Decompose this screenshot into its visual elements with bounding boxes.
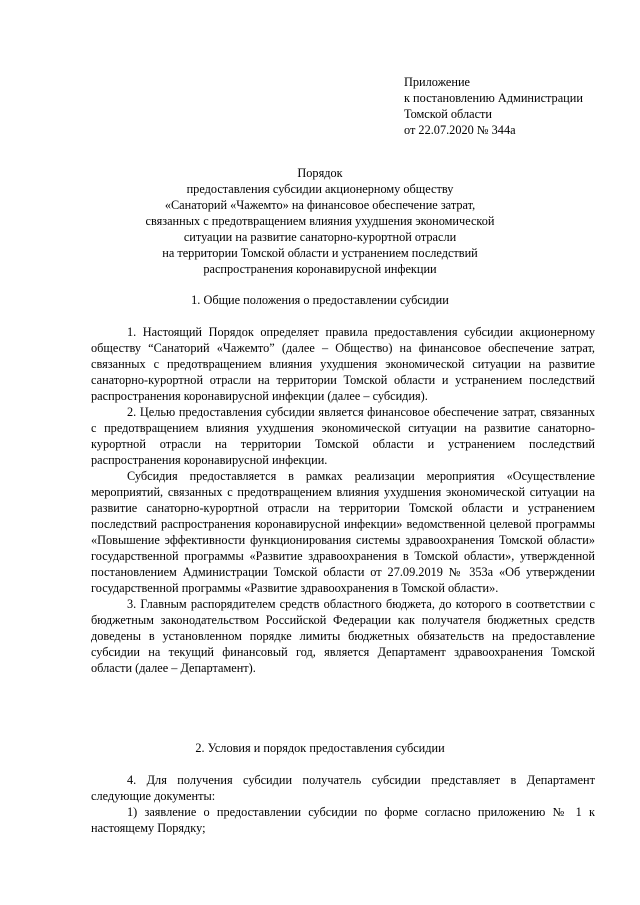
paragraph: 1) заявление о предоставлении субсидии по форме согласно приложению № 1 к настоящему Порядку;: [91, 805, 595, 835]
appendix-line: Томской области: [404, 107, 492, 121]
appendix-block: [404, 74, 583, 138]
title-heading: Порядок: [297, 166, 343, 180]
title-line: «Санаторий «Чажемто» на финансовое обеспечение затрат,: [164, 198, 476, 212]
title-line: ситуации на развитие санаторно-курортной отрасли: [183, 230, 457, 244]
paragraph: Субсидия предоставляется в рамках реализации мероприятия «Осуществление мероприятий, связанных с предотвращением влияния ухудшения экономической ситуации на развитие санаторно-курортной отрасли на территории Томской области и устранением последствий распространения коронавирусной инфекции» ведомственной целевой программы «Повышение эффективности функционирования системы здравоохранения Томской области» государственной программы «Развитие здравоохранения в Томской области», утвержденной постановлением Администрации Томской области от 27.09.2019 № 353а «Об утверждении государственной программы «Развитие здравоохранения в Томской области».: [91, 469, 595, 595]
section-2-body: [91, 772, 595, 836]
title-line: на территории Томской области и устранением последствий: [162, 246, 478, 260]
paragraph: 3. Главным распорядителем средств областного бюджета, до которого в соответствии с бюджетным законодательством Российской Федерации как получателя бюджетных средств доведены в установленном порядке лимиты бюджетных обязательств на предоставление субсидии на текущий финансовый год, является Департамент здравоохранения Томской области (далее – Департамент).: [91, 597, 595, 675]
section-2-heading: 2. Условия и порядок предоставления субсидии: [195, 741, 445, 755]
section-1-heading: 1. Общие положения о предоставлении субсидии: [191, 293, 449, 307]
paragraph: 4. Для получения субсидии получатель субсидии представляет в Департамент следующие документы:: [91, 773, 595, 803]
section-1-body: [91, 324, 595, 676]
paragraph: 1. Настоящий Порядок определяет правила предоставления субсидии акционерному обществу “Санаторий «Чажемто” (далее – Общество) на финансовое обеспечение затрат, связанных с предотвращением влияния ухудшения экономической ситуации на развитие санаторно-курортной отрасли на территории Томской области и устранением последствий распространения коронавирусной инфекции (далее – субсидия).: [91, 325, 595, 403]
appendix-line: от 22.07.2020 № 344а: [404, 123, 516, 137]
document-title: [90, 165, 550, 277]
appendix-line: Приложение: [404, 75, 470, 89]
appendix-line: к постановлению Администрации: [404, 91, 583, 105]
title-line: связанных с предотвращением влияния ухудшения экономической: [145, 214, 495, 228]
title-line: распространения коронавирусной инфекции: [203, 262, 437, 276]
paragraph: 2. Целью предоставления субсидии является финансовое обеспечение затрат, связанных с предотвращением влияния ухудшения экономической ситуации на развитие санаторно-курортной отрасли на территории Томской области и устранением последствий распространения коронавирусной инфекции.: [91, 405, 595, 467]
title-line: предоставления субсидии акционерному обществу: [186, 182, 454, 196]
